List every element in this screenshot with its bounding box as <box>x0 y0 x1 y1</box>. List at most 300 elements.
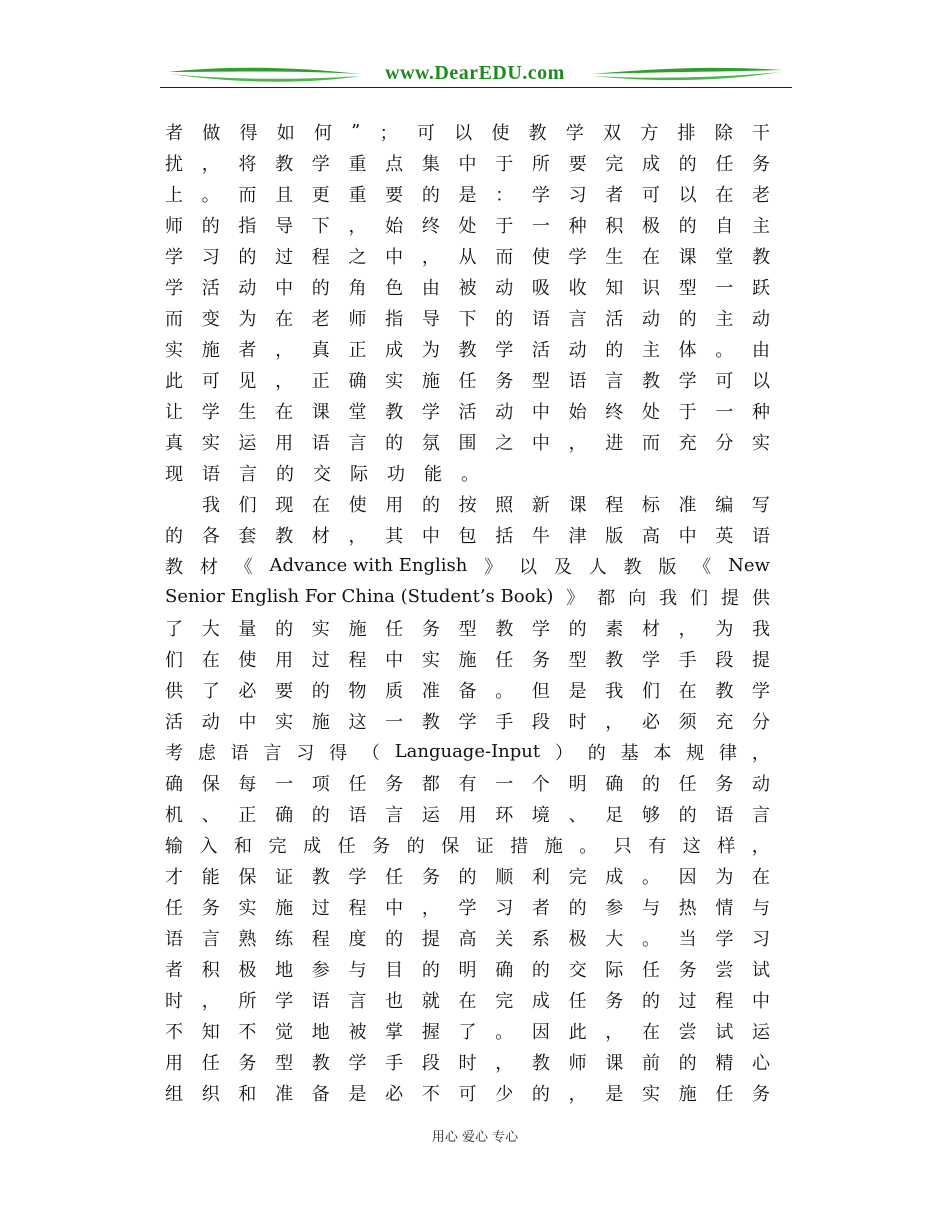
text-line <box>165 1015 770 1046</box>
text-token: 教 <box>275 153 294 175</box>
text-token: 用 <box>275 649 294 671</box>
text-token: 为 <box>238 308 257 330</box>
text-token: 老 <box>752 184 770 206</box>
text-token: 参 <box>605 897 624 919</box>
text-token: 教 <box>421 711 440 733</box>
text-token: 《 <box>693 556 712 578</box>
text-token: 做 <box>202 122 221 144</box>
text-token: Advance with English <box>269 555 468 576</box>
text-token: 确 <box>165 773 183 795</box>
text-token: 向 <box>628 587 647 609</box>
text-token: 教 <box>275 525 294 547</box>
text-line <box>165 922 770 953</box>
text-token: 使 <box>238 649 257 671</box>
text-token: 明 <box>458 959 477 981</box>
text-token: 与 <box>752 897 770 919</box>
text-token: 充 <box>678 432 697 454</box>
text-token: 于 <box>678 401 697 423</box>
text-token: 运 <box>752 1021 770 1043</box>
text-token: 使 <box>491 122 510 144</box>
text-token: 将 <box>238 153 257 175</box>
text-token: 程 <box>311 246 330 268</box>
text-token: 练 <box>275 928 294 950</box>
text-token: 当 <box>678 928 697 950</box>
text-token: 始 <box>568 401 587 423</box>
text-token: 师 <box>165 215 183 237</box>
text-token: 在 <box>275 401 294 423</box>
text-token: 正 <box>238 804 257 826</box>
text-token: 真 <box>165 432 183 454</box>
text-token: 一 <box>715 277 734 299</box>
text-token: 要 <box>568 153 587 175</box>
text-token: 学 <box>531 184 550 206</box>
text-token: 氛 <box>421 432 440 454</box>
text-token: 过 <box>311 649 330 671</box>
text-token: ， <box>568 432 587 454</box>
text-token: 动 <box>495 277 514 299</box>
text-token: 教 <box>385 401 404 423</box>
text-token: 物 <box>348 680 367 702</box>
text-token: 的 <box>568 897 587 919</box>
text-token: 施 <box>678 1083 697 1105</box>
text-token: ， <box>605 711 624 733</box>
text-token: 系 <box>531 928 550 950</box>
text-token: 成 <box>531 990 550 1012</box>
text-token: 因 <box>678 866 697 888</box>
text-token: 扰 <box>165 153 183 175</box>
text-token: 语 <box>568 370 587 392</box>
text-token: 处 <box>458 215 477 237</box>
text-token: 中 <box>238 711 257 733</box>
text-token: 任 <box>495 649 514 671</box>
text-token: 学 <box>458 897 477 919</box>
text-token: 可 <box>201 370 220 392</box>
text-token: 集 <box>421 153 440 175</box>
text-token: 人 <box>588 556 607 578</box>
text-token: 确 <box>495 959 514 981</box>
text-token: 而 <box>165 308 183 330</box>
text-line <box>165 519 770 550</box>
text-token: 英 <box>715 525 734 547</box>
text-token: ， <box>421 246 440 268</box>
text-token: 动 <box>201 711 220 733</box>
text-token: 任 <box>165 897 183 919</box>
text-token: 准 <box>275 1083 294 1105</box>
text-token: 任 <box>458 370 477 392</box>
text-token: 其 <box>385 525 404 547</box>
text-token: 如 <box>276 122 295 144</box>
text-token: 课 <box>605 1052 624 1074</box>
text-token: 际 <box>350 463 368 485</box>
text-line-indent <box>165 488 770 519</box>
text-token: 能 <box>201 866 220 888</box>
text-token: 功 <box>387 463 405 485</box>
text-token: 大 <box>201 618 220 640</box>
text-token: 措 <box>510 835 529 857</box>
text-token: 时 <box>568 711 587 733</box>
text-token: 的 <box>276 463 294 485</box>
text-token: 交 <box>313 463 331 485</box>
text-token: 组 <box>165 1083 183 1105</box>
text-token: 可 <box>458 1083 477 1105</box>
text-token: 可 <box>715 370 734 392</box>
text-token: 能 <box>424 463 442 485</box>
text-line <box>165 705 770 736</box>
text-line <box>165 1077 770 1108</box>
text-token: 学 <box>311 153 330 175</box>
text-token: 的 <box>678 308 697 330</box>
text-token: 得 <box>239 122 258 144</box>
text-token: 型 <box>678 277 697 299</box>
text-token: 活 <box>605 308 624 330</box>
text-token: 少 <box>495 1083 514 1105</box>
text-token: 语 <box>202 463 220 485</box>
text-token: 于 <box>495 215 514 237</box>
text-token: 语 <box>348 804 367 826</box>
text-token: 识 <box>641 277 660 299</box>
text-token: 正 <box>311 370 330 392</box>
text-line <box>165 364 770 395</box>
text-token: 时 <box>458 1052 477 1074</box>
text-token: 保 <box>238 866 257 888</box>
text-token: 提 <box>421 928 440 950</box>
text-token: 心 <box>752 1052 770 1074</box>
text-token: 和 <box>238 1083 257 1105</box>
text-token: 而 <box>641 432 660 454</box>
text-token: 在 <box>311 494 330 516</box>
text-token: 供 <box>751 587 770 609</box>
text-token: 过 <box>678 990 697 1012</box>
text-token: 织 <box>201 1083 220 1105</box>
text-token: 吸 <box>531 277 550 299</box>
text-token: 者 <box>165 959 183 981</box>
text-token: 的 <box>568 618 587 640</box>
text-token: 实 <box>275 711 294 733</box>
text-token: 积 <box>201 959 220 981</box>
text-token: 试 <box>752 959 770 981</box>
text-token: 言 <box>568 308 587 330</box>
text-token: 何 <box>313 122 332 144</box>
text-token: 度 <box>348 928 367 950</box>
text-token: 学 <box>752 680 770 702</box>
text-line <box>165 829 770 860</box>
text-token: ， <box>751 835 770 857</box>
text-token: 。 <box>461 463 479 485</box>
text-line <box>165 643 770 674</box>
text-token: 热 <box>678 897 697 919</box>
text-token: 的 <box>421 494 440 516</box>
text-token: 以 <box>454 122 473 144</box>
text-line <box>165 984 770 1015</box>
text-token: 自 <box>715 215 734 237</box>
text-token: 大 <box>605 928 624 950</box>
text-token: 极 <box>238 959 257 981</box>
text-token: 更 <box>311 184 330 206</box>
header-rule <box>160 87 792 88</box>
text-token: 学 <box>348 866 367 888</box>
text-token: ： <box>495 184 514 206</box>
text-token: 握 <box>421 1021 440 1043</box>
text-token: 进 <box>605 432 624 454</box>
text-token: ， <box>348 525 367 547</box>
text-token: 过 <box>275 246 294 268</box>
text-token: 的 <box>165 525 183 547</box>
text-token: 言 <box>263 742 282 764</box>
text-token: 得 <box>329 742 348 764</box>
text-token: 实 <box>201 432 220 454</box>
text-token: 的 <box>678 1052 697 1074</box>
text-token: 一 <box>531 215 550 237</box>
text-token: 主 <box>752 215 770 237</box>
text-token: 习 <box>568 184 587 206</box>
text-token: 我 <box>659 587 678 609</box>
text-token: 津 <box>568 525 587 547</box>
text-token: 完 <box>268 835 287 857</box>
text-token: 的 <box>385 928 404 950</box>
text-token: 动 <box>752 773 770 795</box>
text-token: 的 <box>678 153 697 175</box>
text-token: 必 <box>641 711 660 733</box>
text-token: 我 <box>752 618 770 640</box>
text-token: 的 <box>531 1083 550 1105</box>
text-token: 务 <box>715 773 734 795</box>
text-token: 中 <box>385 246 404 268</box>
text-token: 主 <box>715 308 734 330</box>
text-token: 教 <box>641 370 660 392</box>
text-token: 种 <box>752 401 770 423</box>
text-token: 见 <box>238 370 257 392</box>
text-token: 任 <box>337 835 356 857</box>
text-token: 的 <box>531 959 550 981</box>
text-token: 程 <box>348 897 367 919</box>
text-token: 务 <box>495 370 514 392</box>
text-token: 交 <box>568 959 587 981</box>
text-token: 所 <box>238 990 257 1012</box>
text-token: 材 <box>311 525 330 547</box>
text-token: 语 <box>715 804 734 826</box>
text-token: 一 <box>495 773 514 795</box>
text-token: 学 <box>165 277 183 299</box>
text-token: 的 <box>587 742 606 764</box>
text-token: 习 <box>495 897 514 919</box>
text-line <box>165 736 770 767</box>
text-token: 之 <box>495 432 514 454</box>
text-token: 标 <box>641 494 660 516</box>
text-token: 与 <box>348 959 367 981</box>
text-token: 积 <box>605 215 624 237</box>
text-token: 提 <box>752 649 770 671</box>
text-token: 在 <box>641 246 660 268</box>
text-token: 师 <box>348 308 367 330</box>
text-token: 完 <box>605 153 624 175</box>
text-token: 》 <box>484 556 503 578</box>
text-token: 只 <box>613 835 632 857</box>
text-token: 的 <box>495 308 514 330</box>
text-token: 成 <box>385 339 404 361</box>
text-token: 段 <box>421 1052 440 1074</box>
text-token: 的 <box>641 773 660 795</box>
text-token: 教 <box>623 556 642 578</box>
text-line <box>165 302 770 333</box>
text-token: 型 <box>531 370 550 392</box>
text-token: 中 <box>458 153 477 175</box>
text-token: 正 <box>348 339 367 361</box>
text-token: 我 <box>202 494 220 516</box>
text-token: 而 <box>238 184 257 206</box>
text-token: 机 <box>165 804 183 826</box>
text-token: 目 <box>385 959 404 981</box>
text-line <box>165 953 770 984</box>
text-token: 务 <box>372 835 391 857</box>
text-token: 量 <box>238 618 257 640</box>
text-token: 和 <box>234 835 253 857</box>
text-token: 习 <box>201 246 220 268</box>
text-token: 了 <box>458 1021 477 1043</box>
text-token: 习 <box>752 928 770 950</box>
text-token: 备 <box>311 1083 330 1105</box>
text-line <box>165 891 770 922</box>
text-token: 施 <box>458 649 477 671</box>
text-token: 这 <box>682 835 701 857</box>
text-token: 任 <box>641 959 660 981</box>
text-token: 方 <box>640 122 659 144</box>
text-token: 极 <box>568 928 587 950</box>
text-token: 施 <box>348 618 367 640</box>
text-token: 充 <box>715 711 734 733</box>
text-token: 手 <box>495 711 514 733</box>
body-text <box>165 116 770 1108</box>
text-token: 是 <box>348 1083 367 1105</box>
text-token: 生 <box>605 246 624 268</box>
text-token: 律 <box>719 742 737 764</box>
text-line <box>165 116 770 147</box>
text-token: 实 <box>385 370 404 392</box>
text-token: 们 <box>165 649 183 671</box>
text-token: 的 <box>678 804 697 826</box>
text-token: 务 <box>605 990 624 1012</box>
text-token: ， <box>275 339 294 361</box>
text-token: 牛 <box>531 525 550 547</box>
text-token: 不 <box>165 1021 183 1043</box>
text-token: 的 <box>458 866 477 888</box>
text-token: ” <box>351 121 361 142</box>
text-token: 项 <box>311 773 330 795</box>
text-token: 运 <box>238 432 257 454</box>
text-token: 排 <box>677 122 696 144</box>
text-token: 任 <box>568 990 587 1012</box>
text-token: 施 <box>544 835 563 857</box>
text-token: 新 <box>531 494 550 516</box>
text-token: 围 <box>458 432 477 454</box>
text-token: 不 <box>421 1083 440 1105</box>
text-token: 从 <box>458 246 477 268</box>
text-token: 尝 <box>678 1021 697 1043</box>
text-token: 堂 <box>715 246 734 268</box>
text-token: 活 <box>458 401 477 423</box>
text-token: 使 <box>348 494 367 516</box>
text-token: 在 <box>752 866 770 888</box>
text-token: 为 <box>715 618 734 640</box>
text-token: 教 <box>311 1052 330 1074</box>
text-token: 种 <box>568 215 587 237</box>
text-token: ， <box>751 742 770 764</box>
text-token: 学 <box>201 401 220 423</box>
text-token: 足 <box>605 804 624 826</box>
text-token: 动 <box>641 308 660 330</box>
text-token: 老 <box>311 308 330 330</box>
text-token: 始 <box>385 215 404 237</box>
text-token: 环 <box>495 804 514 826</box>
text-line <box>165 147 770 178</box>
text-token: 下 <box>458 308 477 330</box>
text-token: 。 <box>579 835 598 857</box>
text-token: 括 <box>495 525 514 547</box>
text-token: 程 <box>348 649 367 671</box>
text-token: 者 <box>165 122 183 144</box>
text-token: 务 <box>531 649 550 671</box>
text-token: 在 <box>715 184 734 206</box>
text-token: 成 <box>641 153 660 175</box>
text-token: 必 <box>385 1083 404 1105</box>
text-token: 真 <box>311 339 330 361</box>
text-token: 学 <box>275 990 294 1012</box>
text-token: ， <box>201 990 220 1012</box>
text-token: 但 <box>531 680 550 702</box>
text-token: 收 <box>568 277 587 299</box>
text-token: 样 <box>717 835 736 857</box>
text-token: 施 <box>421 370 440 392</box>
text-token: 点 <box>385 153 404 175</box>
text-token: 之 <box>348 246 367 268</box>
text-token: 高 <box>458 928 477 950</box>
text-token: 处 <box>641 401 660 423</box>
text-token: 任 <box>678 773 697 795</box>
text-token: 教 <box>605 649 624 671</box>
text-token: 极 <box>641 215 660 237</box>
text-line <box>165 798 770 829</box>
text-token: 以 <box>678 184 697 206</box>
text-token: 准 <box>421 680 440 702</box>
text-token: 程 <box>311 928 330 950</box>
text-token: 高 <box>641 525 660 547</box>
text-token: 一 <box>385 711 404 733</box>
text-line <box>165 457 770 488</box>
text-token: 证 <box>475 835 494 857</box>
text-token: 保 <box>441 835 460 857</box>
text-token: ， <box>678 618 697 640</box>
text-token: 教 <box>495 618 514 640</box>
text-line <box>165 612 770 643</box>
text-token: 就 <box>421 990 440 1012</box>
text-token: 且 <box>275 184 294 206</box>
text-token: 须 <box>678 711 697 733</box>
text-token: 关 <box>495 928 514 950</box>
text-token: 也 <box>385 990 404 1012</box>
text-token: 成 <box>303 835 322 857</box>
text-token: Language-Input <box>394 741 541 762</box>
site-header <box>160 60 790 90</box>
text-token: 。 <box>495 680 514 702</box>
text-token: 中 <box>531 401 550 423</box>
text-token: 际 <box>605 959 624 981</box>
text-token: 们 <box>238 494 257 516</box>
text-token: 学 <box>165 246 183 268</box>
text-line <box>165 581 770 612</box>
text-token: 的 <box>311 804 330 826</box>
text-token: 地 <box>275 959 294 981</box>
text-token: 务 <box>752 1083 770 1105</box>
text-token: 保 <box>201 773 220 795</box>
